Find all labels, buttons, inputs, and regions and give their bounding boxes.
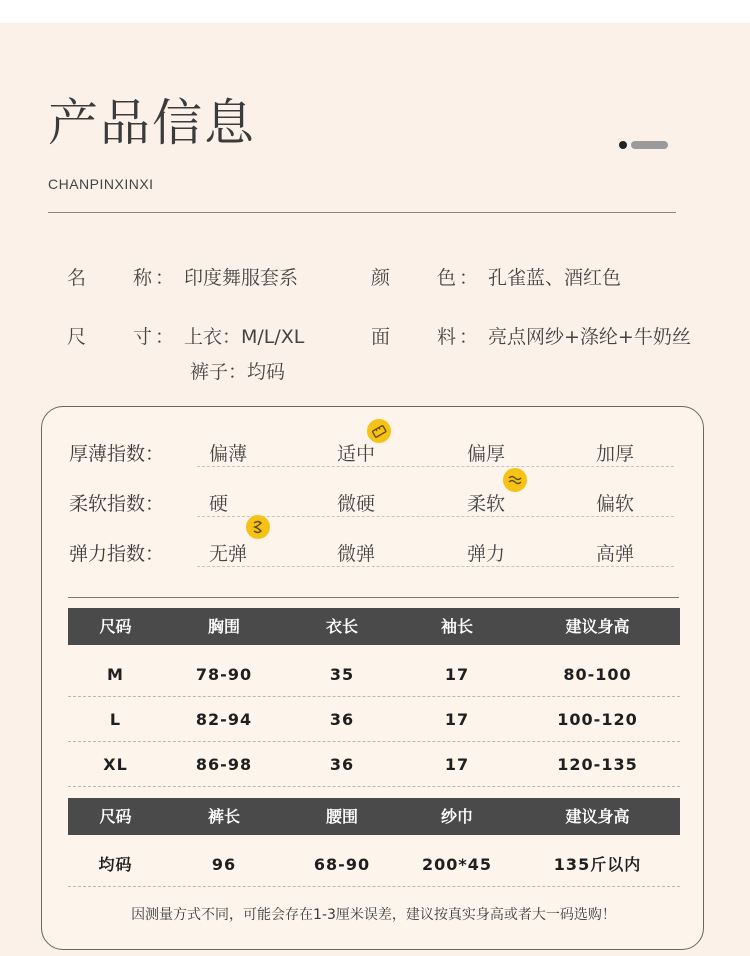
table-cell: 17: [444, 665, 470, 684]
page-title: 产品信息: [48, 94, 256, 152]
info-material: [371, 325, 711, 349]
info-color-key1: 颜: [371, 267, 391, 289]
table-cell: 96: [211, 855, 237, 874]
info-size-value-pants: 裤子：均码: [190, 361, 286, 383]
index-option: 加厚: [596, 443, 635, 465]
info-color-colon: ：: [459, 267, 479, 289]
table-cell: 135斤以内: [553, 855, 642, 874]
header-cell: 尺码: [99, 617, 132, 636]
index-option-selected: 无弹: [209, 543, 248, 565]
index-option: 微硬: [337, 493, 376, 515]
info-name-value: 印度舞服套系: [184, 267, 299, 289]
table-cell: 200*45: [421, 855, 493, 874]
table-cell: 36: [329, 710, 355, 729]
header-cell: 袖长: [440, 617, 473, 636]
table-cell: 82-94: [195, 710, 253, 729]
index-divider: [197, 566, 674, 567]
table-cell: XL: [103, 755, 128, 774]
top-table-header: [68, 608, 680, 645]
info-size: [67, 325, 367, 385]
info-name-key1: 名: [67, 267, 87, 289]
header-cell: 纱巾: [440, 807, 473, 826]
index-row-thickness: [69, 437, 679, 467]
info-size-key1: 尺: [67, 326, 87, 348]
info-material-key1: 面: [371, 326, 391, 348]
table-cell: 120-135: [557, 755, 638, 774]
dot-inactive: [631, 141, 668, 149]
index-option: 高弹: [596, 543, 635, 565]
measurement-note: 因测量方式不同，可能会存在1-3厘米误差，建议按真实身高或者大一码选购！: [131, 907, 616, 923]
table-cell: 80-100: [563, 665, 632, 684]
table-cell: L: [109, 710, 122, 729]
header-cell: 腰围: [325, 807, 358, 826]
table-cell: 17: [444, 755, 470, 774]
table-row: [68, 843, 680, 887]
table-cell: 均码: [98, 855, 133, 874]
table-cell: 78-90: [195, 665, 253, 684]
header-cell: 衣长: [325, 617, 358, 636]
product-info-page: [0, 23, 750, 956]
index-row-elasticity: [69, 537, 679, 567]
bottom-table-header: [68, 798, 680, 835]
info-size-value-top: 上衣：M/L/XL: [184, 326, 305, 348]
header-cell: 尺码: [99, 807, 132, 826]
index-label: 弹力指数：: [69, 543, 165, 565]
dot-active: [619, 141, 627, 149]
table-cell: 100-120: [557, 710, 638, 729]
info-material-colon: ：: [459, 326, 479, 348]
spec-card: [41, 406, 704, 950]
info-color: [371, 266, 711, 290]
index-row-softness: [69, 487, 679, 517]
header-cell: 胸围: [207, 617, 240, 636]
ruler-icon: [367, 419, 391, 443]
index-option: 偏软: [596, 493, 635, 515]
info-color-key2: 色: [437, 267, 457, 289]
table-cell: 86-98: [195, 755, 253, 774]
table-cell: 68-90: [313, 855, 371, 874]
info-name: [67, 266, 367, 290]
table-cell: 35: [329, 665, 355, 684]
info-material-key2: 料: [437, 326, 457, 348]
table-cell: M: [107, 665, 124, 684]
index-option: 微弹: [337, 543, 376, 565]
info-size-key2: 寸: [133, 326, 153, 348]
info-material-value: 亮点网纱+涤纶+牛奶丝: [488, 326, 691, 348]
table-row: [68, 743, 680, 787]
index-option-selected: 适中: [337, 443, 376, 465]
index-option: 弹力: [467, 543, 506, 565]
table-cell: 17: [444, 710, 470, 729]
index-option: 偏厚: [467, 443, 506, 465]
section-divider: [68, 597, 679, 598]
header-cell: 裤长: [207, 807, 240, 826]
header-cell: 建议身高: [565, 617, 630, 636]
index-option: 偏薄: [209, 443, 248, 465]
index-label: 厚薄指数：: [69, 443, 165, 465]
title-divider: [48, 212, 676, 213]
table-cell: 36: [329, 755, 355, 774]
index-divider: [197, 466, 674, 467]
table-row: [68, 698, 680, 742]
page-subtitle: CHANPINXINXI: [48, 176, 154, 192]
info-size-colon: ：: [155, 326, 175, 348]
wave-icon: [503, 468, 527, 492]
index-label: 柔软指数：: [69, 493, 165, 515]
header-cell: 建议身高: [565, 807, 630, 826]
index-option-selected: 柔软: [467, 493, 506, 515]
index-option: 硬: [209, 493, 229, 515]
spring-icon: [246, 515, 270, 539]
info-name-colon: ：: [155, 267, 175, 289]
table-row: [68, 653, 680, 697]
info-name-key2: 称: [133, 267, 153, 289]
info-color-value: 孔雀蓝、酒红色: [488, 267, 622, 289]
